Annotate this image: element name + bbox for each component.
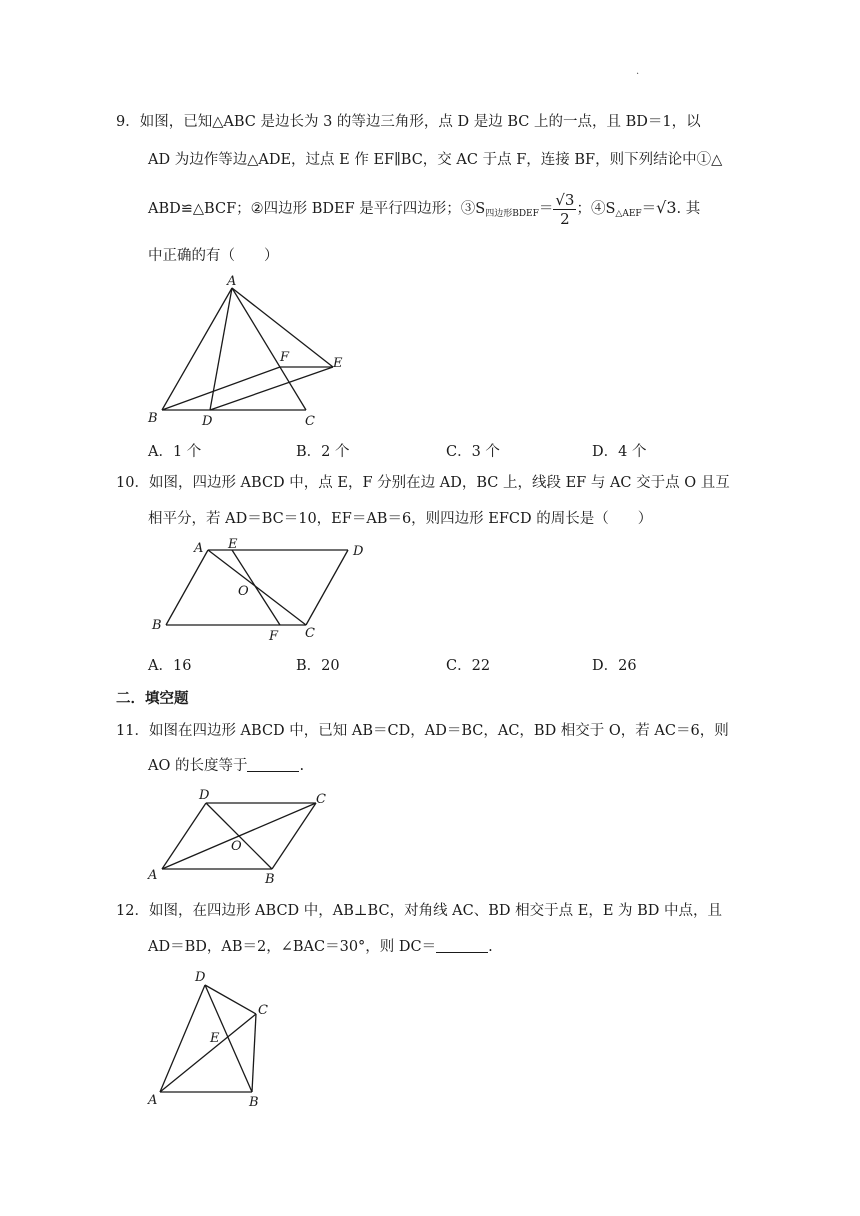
q11-label-O: O [231, 839, 242, 854]
q9-label-B: B [148, 411, 158, 426]
q9-label-F: F [280, 350, 290, 365]
section-title: 二．填空题 [116, 691, 189, 707]
q9-eq1: ＝ [538, 201, 554, 217]
q9-line3-b: ；④S [576, 201, 616, 217]
q9-option-a[interactable]: A．1 个 [148, 444, 202, 460]
q9-label-E: E [333, 356, 343, 371]
q9-label-A: A [227, 274, 237, 289]
page-dot: . [636, 66, 640, 77]
q12-line2-text: AD＝BD，AB＝2，∠BAC＝30°，则 DC＝ [148, 939, 437, 955]
q9-figure [140, 270, 360, 435]
q10-label-D: D [353, 544, 364, 559]
q10-line1: 10．如图，四边形 ABCD 中，点 E，F 分别在边 AD，BC 上，线段 EF 与 AC 交于点 O 且互 [116, 475, 730, 491]
q12-seg-CB [252, 1014, 256, 1092]
q9-seg-BF [162, 367, 280, 410]
q11-line2 [148, 756, 748, 776]
q9-option-c[interactable]: C．3 个 [446, 444, 500, 460]
q9-sub-triangle: △AEF [615, 209, 642, 219]
q11-answer-blank[interactable] [247, 757, 299, 772]
q12-answer-blank[interactable] [436, 938, 488, 953]
q9-sqrt: √3 [656, 198, 677, 217]
q10-label-B: B [152, 618, 162, 633]
q11-line1: 11．如图在四边形 ABCD 中，已知 AB＝CD，AD＝BC，AC，BD 相交于 O，若 AC＝6，则 [116, 723, 729, 739]
q12-label-C: C [258, 1003, 268, 1018]
q9-label-C: C [305, 414, 315, 429]
q9-option-b[interactable]: B．2 个 [296, 444, 350, 460]
q9-line2: AD 为边作等边△ADE，过点 E 作 EF∥BC，交 AC 于点 F，连接 BF，则下列结论中①△ [148, 152, 723, 168]
q10-option-c[interactable]: C．22 [446, 658, 491, 674]
q9-seg-AC [232, 288, 306, 410]
q9-label-D: D [202, 414, 213, 429]
q11-label-B: B [265, 872, 275, 887]
q11-seg-BD [206, 803, 272, 869]
q9-option-d[interactable]: D．4 个 [592, 444, 647, 460]
q11-line2-end: . [299, 758, 305, 774]
q9-seg-DE [210, 367, 333, 410]
q12-label-B: B [249, 1095, 259, 1110]
q11-label-D: D [199, 788, 210, 803]
q10-seg-AC [208, 550, 306, 625]
q11-figure [144, 786, 344, 886]
q12-seg-AD [160, 985, 205, 1092]
q10-label-E: E [228, 537, 238, 552]
q12-label-A: A [148, 1093, 158, 1108]
q12-seg-AC [160, 1014, 256, 1092]
q10-option-a[interactable]: A．16 [148, 658, 192, 674]
q12-line2 [148, 937, 748, 957]
q11-label-A: A [148, 868, 158, 883]
q9-line3 [148, 190, 748, 230]
q10-seg-AB [166, 550, 208, 625]
q12-label-D: D [195, 970, 206, 985]
q9-line3-c: . 其 [676, 201, 701, 217]
q10-option-d[interactable]: D．26 [592, 658, 637, 674]
q12-line1: 12．如图，在四边形 ABCD 中，AB⊥BC，对角线 AC、BD 相交于点 E，E 为 BD 中点，且 [116, 903, 723, 919]
q12-line2-end: . [488, 939, 493, 955]
q10-line2: 相平分，若 AD＝BC＝10，EF＝AB＝6，则四边形 EFCD 的周长是（ ） [148, 511, 653, 527]
q10-label-O: O [238, 584, 249, 599]
q12-seg-DC [205, 985, 256, 1014]
q9-fraction-den: 2 [560, 209, 570, 228]
q10-option-b[interactable]: B．20 [296, 658, 340, 674]
q10-label-F: F [269, 629, 279, 644]
q10-seg-DC [306, 550, 348, 625]
q11-label-C: C [316, 792, 326, 807]
q9-line3-a: ABD≌△BCF；②四边形 BDEF 是平行四边形；③S [148, 201, 486, 217]
q12-label-E: E [210, 1031, 220, 1046]
q10-label-C: C [305, 626, 315, 641]
q10-figure [148, 538, 378, 648]
q12-figure [144, 966, 284, 1111]
q10-label-A: A [194, 541, 204, 556]
q9-sub-quadrilateral: 四边形BDEF [485, 209, 539, 219]
q9-eq2: ＝ [641, 201, 657, 217]
q9-fraction [553, 191, 576, 228]
q9-fraction-num: √3 [555, 190, 575, 209]
q9-line4: 中正确的有（ ） [148, 248, 279, 264]
q9-line1: 9．如图，已知△ABC 是边长为 3 的等边三角形，点 D 是边 BC 上的一点，且 BD＝1，以 [116, 114, 701, 130]
q11-line2-text: AO 的长度等于 [148, 758, 248, 774]
